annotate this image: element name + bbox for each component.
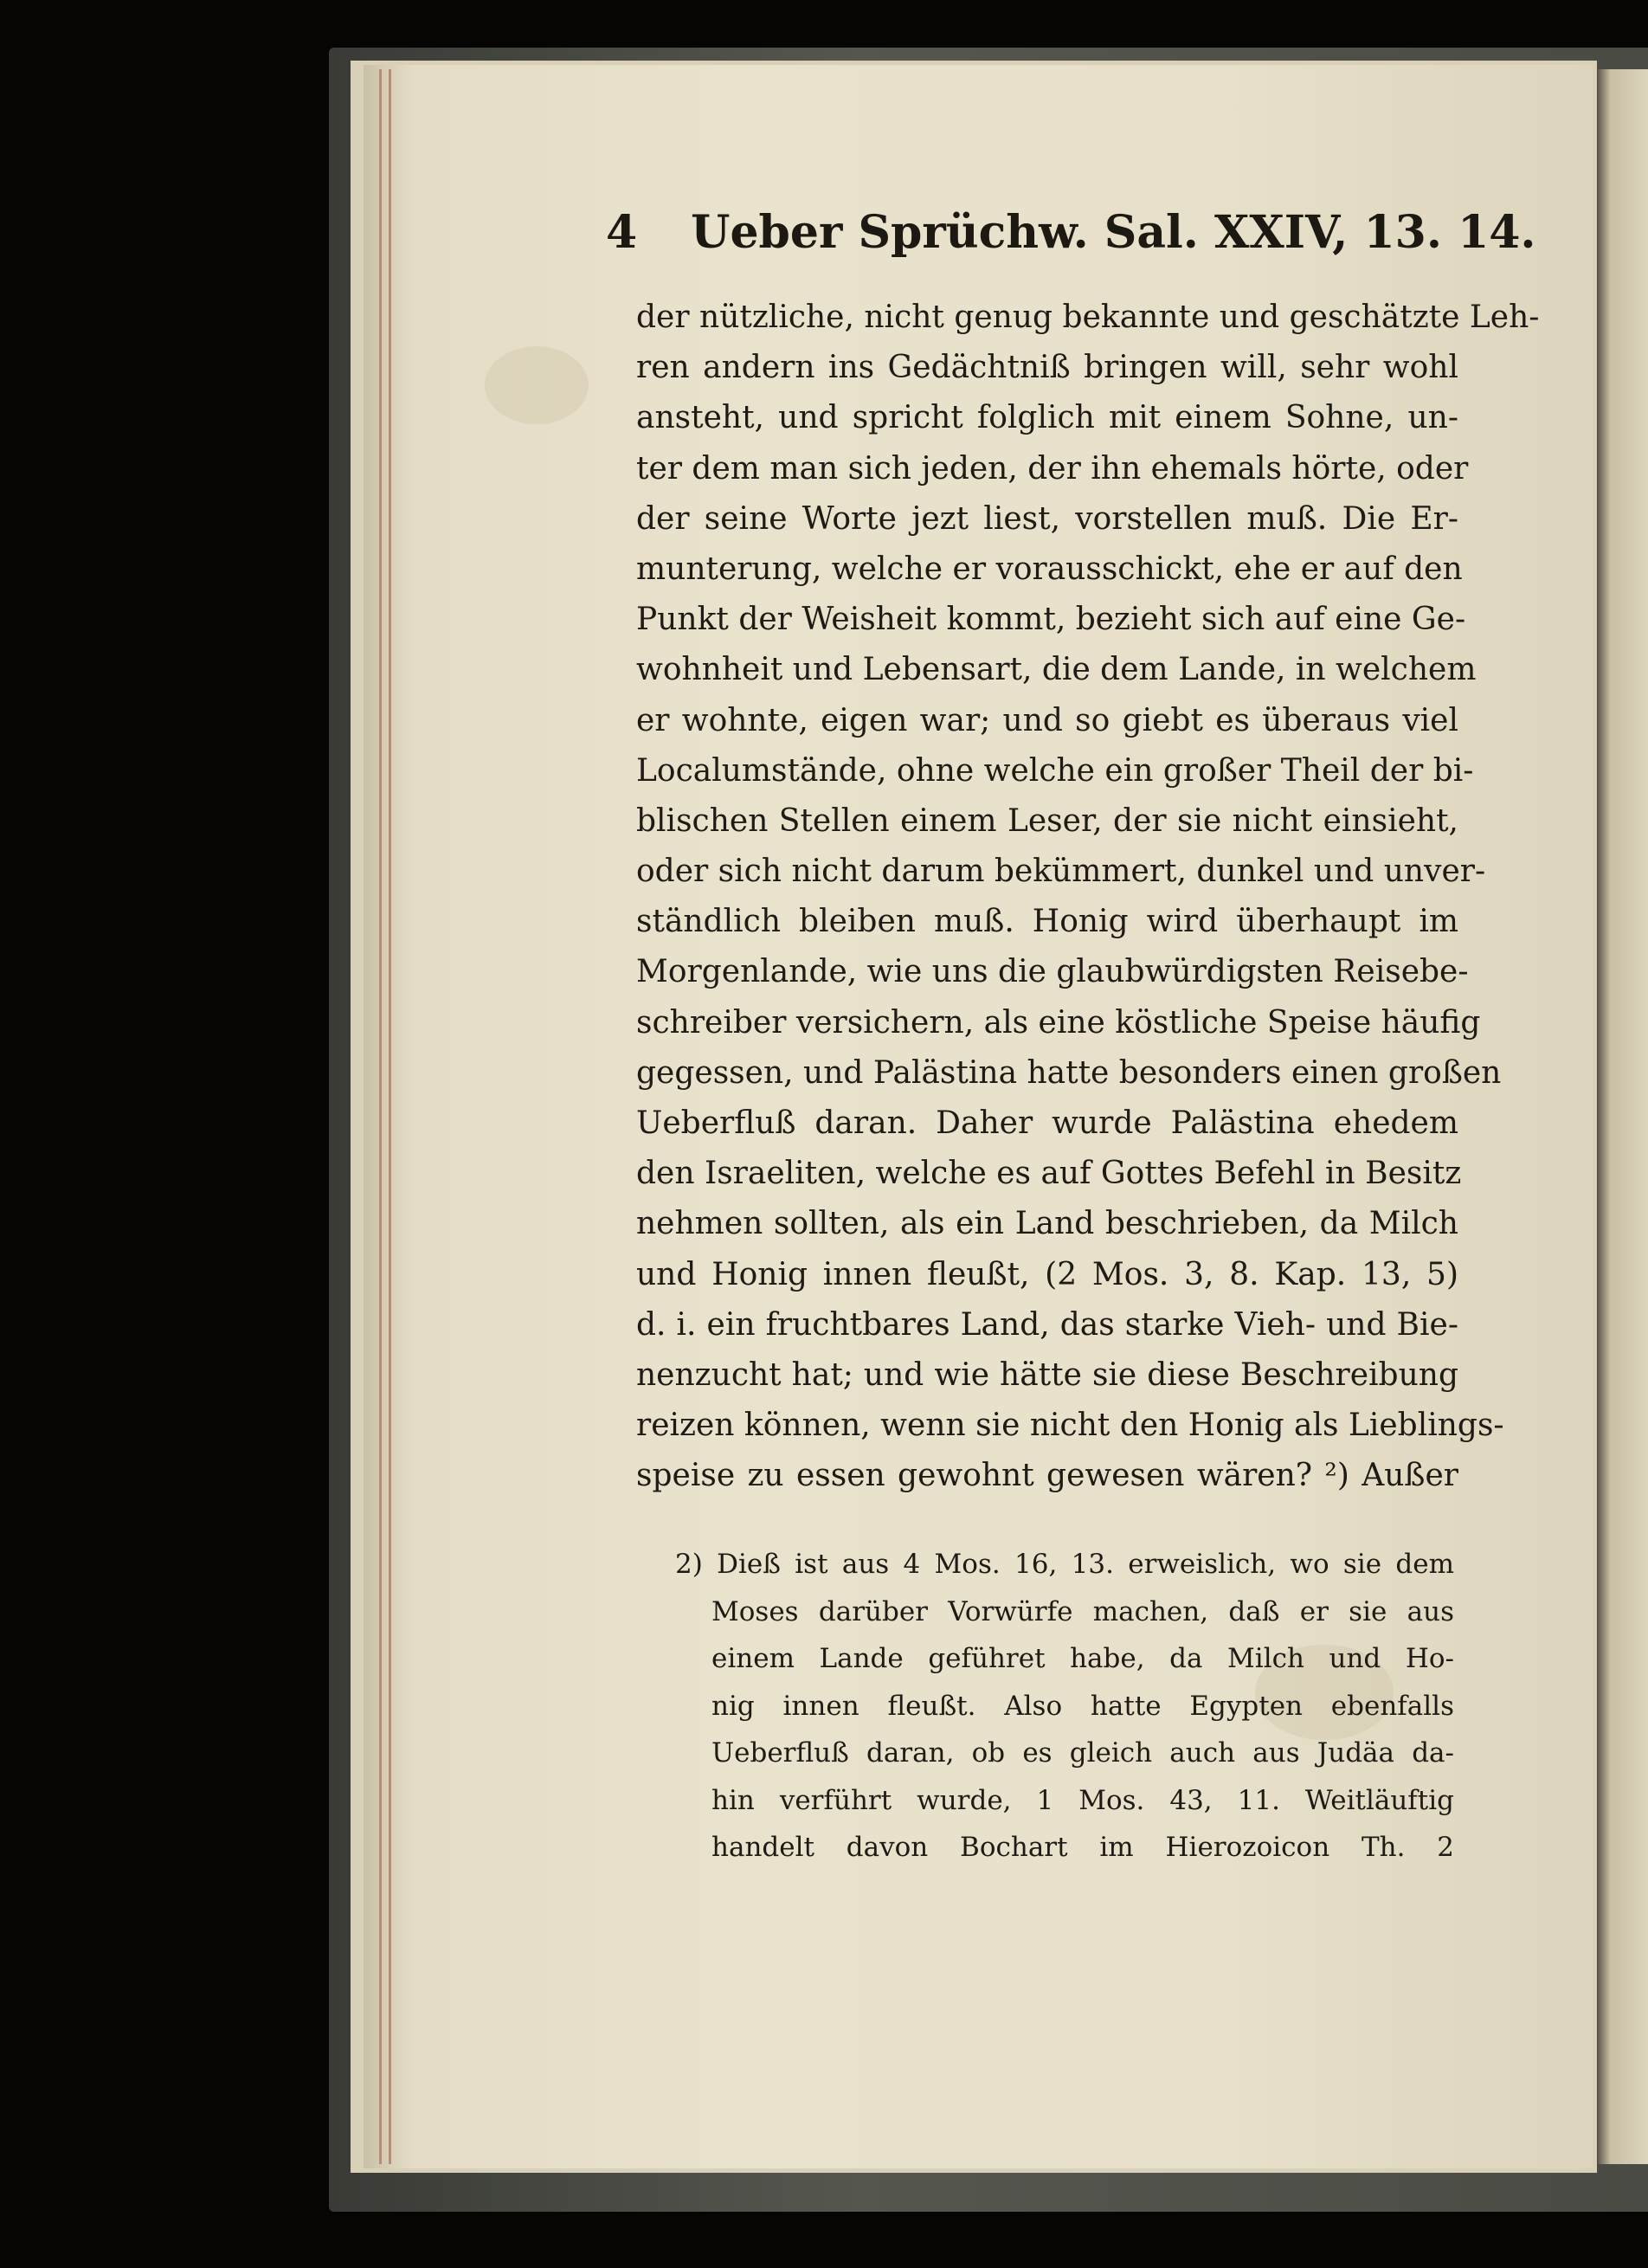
text-line: gegessen, und Palästina hatte besonders einen großen [636, 1054, 1502, 1091]
footnote-line: Moses darüber Vorwürfe machen, daß er sie aus [711, 1595, 1454, 1627]
text-line: wohnheit und Lebensart, die dem Lande, in welchem [636, 652, 1477, 688]
text-line: d. i. ein fruchtbares Land, das starke Vieh- und Bie- [636, 1306, 1458, 1343]
text-line: speise zu essen gewohnt gewesen wären? ²) Außer [636, 1458, 1458, 1494]
text-line: nenzucht hat; und wie hätte sie diese Beschreibung [636, 1356, 1458, 1393]
footnote-line: einem Lande geführet habe, da Milch und Ho- [711, 1643, 1454, 1674]
text-line: der seine Worte jezt liest, vorstellen muß. Die Er- [636, 500, 1458, 537]
text-line: der nützliche, nicht genug bekannte und geschätzte Leh- [636, 300, 1540, 335]
text-line: ständlich bleiben muß. Honig wird überhaupt im [636, 904, 1458, 940]
footnote-line: nig innen fleußt. Also hatte Egypten ebenfalls [711, 1690, 1454, 1722]
text-line: Ueberfluß daran. Daher wurde Palästina ehedem [636, 1105, 1458, 1141]
text-line: Morgenlande, wie uns die glaubwürdigsten Reisebe- [636, 954, 1469, 990]
text-line: ter dem man sich jeden, der ihn ehemals hörte, oder [636, 450, 1469, 486]
page-margin-rule [379, 69, 391, 2164]
facing-page-edge [1598, 69, 1648, 2164]
footnote-line: hin verführt wurde, 1 Mos. 43, 11. Weitläuftig [711, 1784, 1454, 1816]
text-line: schreiber versichern, als eine köstliche Speise häufig [636, 1004, 1481, 1041]
text-line: den Israeliten, welche es auf Gottes Befehl in Besitz [636, 1156, 1462, 1192]
paper-stain [485, 346, 589, 424]
text-line: ren andern ins Gedächtniß bringen will, sehr wohl [636, 350, 1458, 386]
text-line: Localumstände, ohne welche ein großer Theil der bi- [636, 752, 1474, 789]
footnote-line: Ueberfluß daran, ob es gleich auch aus Judäa da- [711, 1737, 1454, 1769]
footnote [675, 1541, 1454, 1872]
text-line: reizen können, wenn sie nicht den Honig als Lieblings- [636, 1408, 1504, 1444]
footnote-line: handelt davon Bochart im Hierozoicon Th. 2 [711, 1832, 1454, 1863]
text-line: munterung, welche er vorausschickt, ehe er auf den [636, 551, 1463, 587]
text-line: er wohnte, eigen war; und so giebt es überaus viel [636, 702, 1458, 738]
running-title: Ueber Sprüchw. Sal. XXIV, 13. 14. [691, 206, 1536, 259]
text-line: oder sich nicht darum bekümmert, dunkel und unver- [636, 854, 1486, 890]
running-header [606, 206, 1536, 259]
text-line: ansteht, und spricht folglich mit einem Sohne, un- [636, 400, 1458, 436]
text-line: Punkt der Weisheit kommt, bezieht sich auf eine Ge- [636, 602, 1466, 638]
footnote-line: 2) Dieß ist aus 4 Mos. 16, 13. erweislich, wo sie dem [675, 1549, 1454, 1580]
text-line: und Honig innen fleußt, (2 Mos. 3, 8. Kap. 13, 5) [636, 1256, 1458, 1292]
text-line: blischen Stellen einem Leser, der sie nicht einsieht, [636, 802, 1458, 839]
main-text [636, 293, 1540, 1502]
page-number: 4 [606, 206, 638, 259]
text-line: nehmen sollten, als ein Land beschrieben, da Milch [636, 1206, 1458, 1242]
